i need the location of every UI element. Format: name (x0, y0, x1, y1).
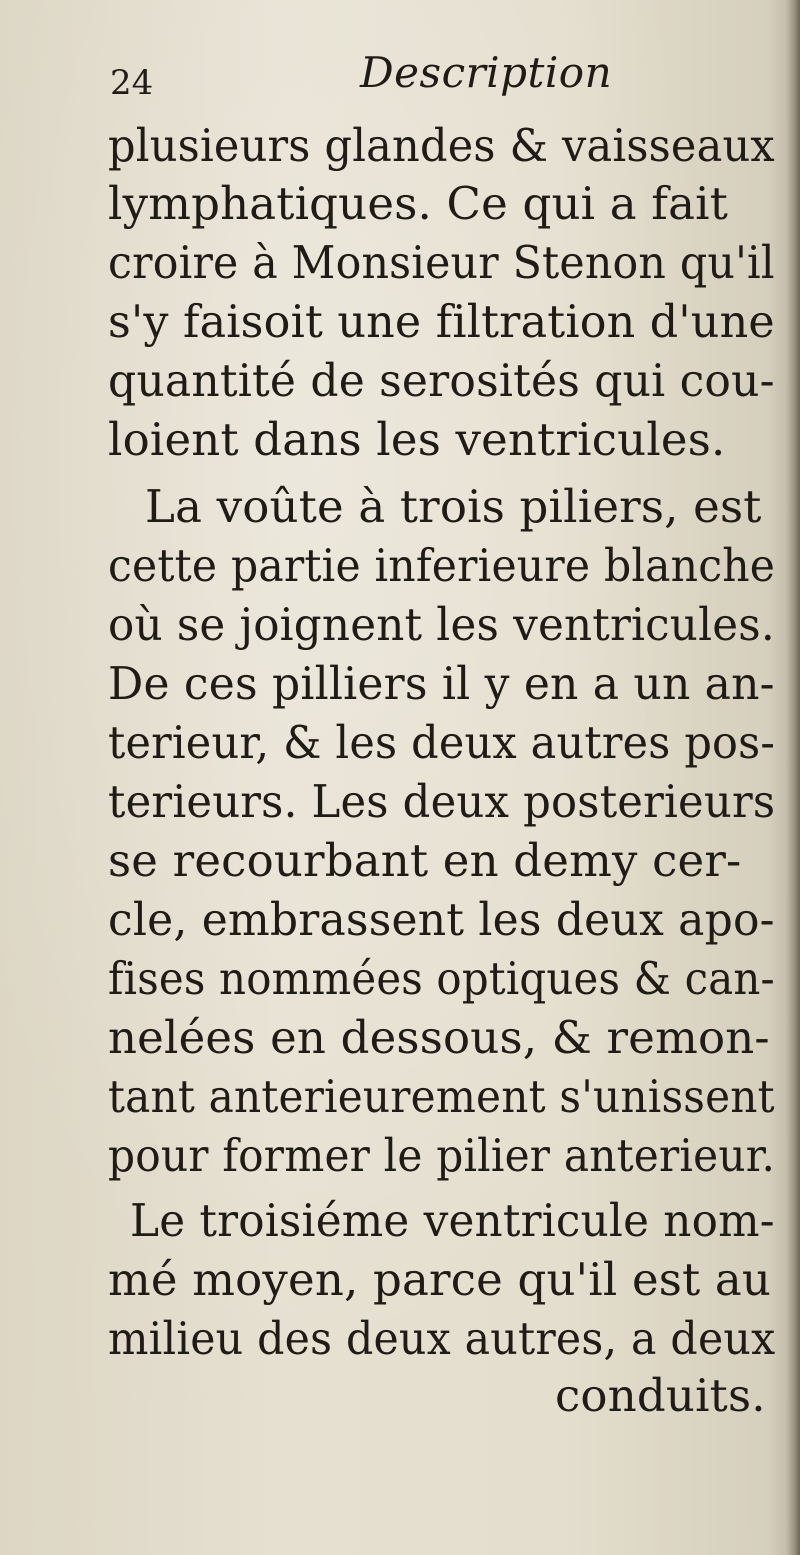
text-line: La voûte à trois piliers, est (145, 480, 762, 533)
text-line: Le troisiéme ventricule nom- (130, 1194, 775, 1247)
text-line: nelées en dessous, & remon- (108, 1011, 770, 1064)
text-line: s'y faisoit une filtration d'une (108, 295, 775, 348)
text-line: où se joignent les ventricules. (108, 598, 775, 651)
text-line: lymphatiques. Ce qui a fait (108, 177, 729, 230)
text-line: pour former le pilier anterieur. (108, 1129, 776, 1182)
page-edge-shadow (786, 0, 800, 1555)
text-line: plusieurs glandes & vaisseaux (108, 119, 775, 172)
text-line: terieur, & les deux autres pos- (108, 716, 776, 769)
text-line: fises nommées optiques & can- (108, 952, 775, 1005)
page-number: 24 (110, 63, 154, 103)
text-line: loient dans les ventricules. (108, 413, 726, 466)
text-line: cle, embrassent les deux apo- (108, 893, 775, 946)
text-line: terieurs. Les deux posterieurs (108, 775, 776, 828)
text-line: De ces pilliers il y en a un an- (108, 657, 775, 710)
text-line: milieu des deux autres, a deux (108, 1312, 776, 1365)
text-line: tant anterieurement s'unissent (108, 1070, 775, 1123)
text-line: mé moyen, parce qu'il est au (108, 1253, 772, 1306)
text-line: se recourbant en demy cer- (108, 834, 742, 887)
page-header (0, 38, 800, 103)
text-line: conduits. (555, 1369, 766, 1422)
text-line: croire à Monsieur Stenon qu'il (108, 236, 775, 289)
text-line: quantité de serosités qui cou- (108, 354, 775, 407)
running-head: Description (360, 48, 613, 97)
text-line: cette partie inferieure blanche (108, 539, 776, 592)
